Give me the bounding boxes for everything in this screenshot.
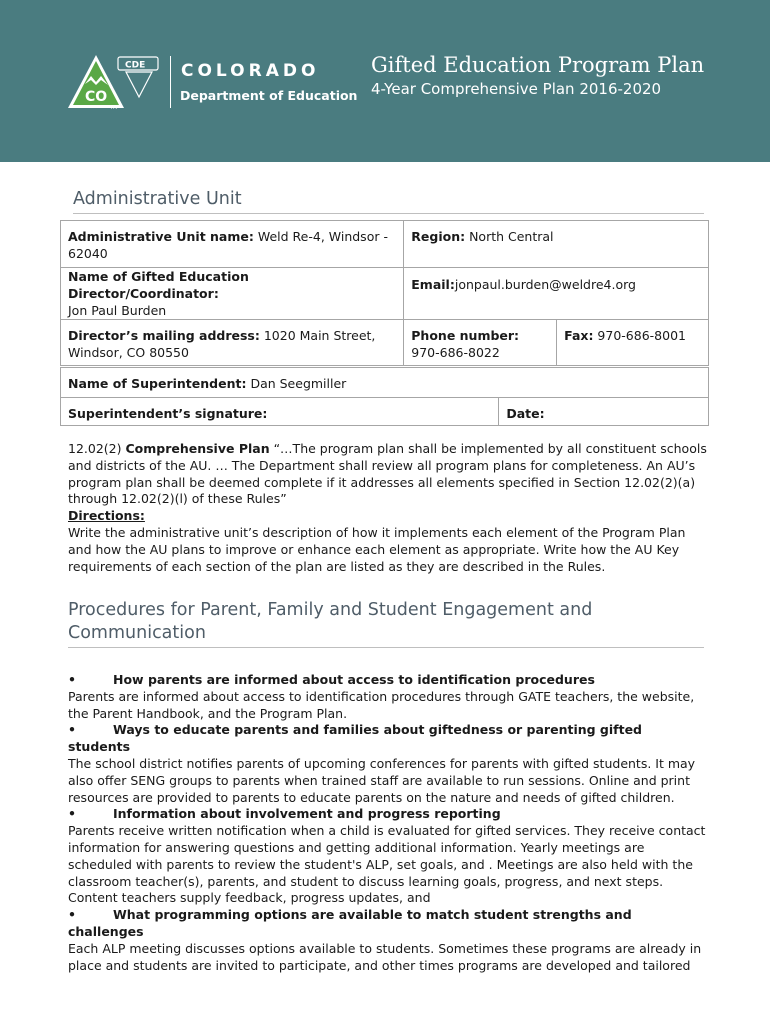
list-item <box>68 907 708 974</box>
region-value: North Central <box>465 229 554 244</box>
bullet-icon: • <box>68 722 76 738</box>
date-field[interactable] <box>499 398 709 426</box>
au-name-value: Weld Re-4, Windsor - 62040 <box>68 229 388 261</box>
director-label: Name of Gifted Education Director/Coordinator: <box>68 269 249 301</box>
superintendent-label: Name of Superintendent: <box>68 376 247 391</box>
svg-text:CDE: CDE <box>125 60 146 71</box>
cde-logo-icon <box>66 54 162 110</box>
superintendent-value: Dan Seegmiller <box>246 376 347 391</box>
email-cell <box>404 268 709 320</box>
rule-paragraph <box>68 441 708 508</box>
list-item-heading: • What programming options are available to match student strengths and challenges <box>68 907 632 939</box>
logo-divider <box>170 56 171 108</box>
list-item <box>68 722 708 806</box>
superintendent-table <box>60 367 709 426</box>
email-label: Email: <box>411 277 455 292</box>
svg-text:TM: TM <box>110 105 118 110</box>
au-name-label: Administrative Unit name: <box>68 229 254 244</box>
bullet-icon: • <box>68 806 76 822</box>
list-item-body: Parents receive written notification when a child is evaluated for gifted services. They receive contact information for answering questions and getting additional information. Yearly meetings are scheduled with parents to review the student's ALP, set goals, and . Meetings are also held with the classroom teacher(s), parents, and student to discuss learning goals, progress, and next steps. Content teachers supply feedback, progress updates, and <box>68 823 706 906</box>
document-title: Gifted Education Program Plan <box>371 53 705 77</box>
address-cell <box>61 320 404 366</box>
signature-label: Superintendent’s signature: <box>68 406 268 421</box>
section-heading-procedures: Procedures for Parent, Family and Student Engagement and Communication <box>68 599 704 648</box>
list-item-body: Parents are informed about access to identification procedures through GATE teachers, the website, the Parent Handbook, and the Program Plan. <box>68 688 695 721</box>
directions-heading: Directions: <box>68 508 145 524</box>
list-item-heading: • How parents are informed about access to identification procedures <box>68 672 595 687</box>
rule-title: Comprehensive Plan <box>125 441 270 456</box>
address-value: 1020 Main Street, Windsor, CO 80550 <box>68 328 376 360</box>
date-label: Date: <box>506 406 545 421</box>
section-heading-administrative-unit: Administrative Unit <box>73 188 704 214</box>
org-name: COLORADO <box>181 61 320 81</box>
address-label: Director’s mailing address: <box>68 328 260 343</box>
rule-number: 12.02(2) <box>68 441 126 456</box>
list-item <box>68 806 708 907</box>
region-label: Region: <box>411 229 466 244</box>
bullet-icon: • <box>68 907 76 923</box>
superintendent-cell <box>61 368 709 398</box>
document-subtitle: 4-Year Comprehensive Plan 2016-2020 <box>371 80 662 98</box>
email-value: jonpaul.burden@weldre4.org <box>454 277 636 292</box>
list-item-body: Each ALP meeting discusses options available to students. Sometimes these programs are already in place and students are invited to participate, and other times programs are developed and tailored <box>68 940 702 973</box>
administrative-unit-table <box>60 220 709 366</box>
phone-cell <box>404 320 557 366</box>
director-value: Jon Paul Burden <box>68 303 167 318</box>
phone-value: 970-686-8022 <box>411 345 500 360</box>
directions-text: Write the administrative unit’s description of how it implements each element of the Program Plan and how the AU plans to improve or enhance each element as appropriate. Write how the AU Key requirements of each section of the plan are listed as they are described in the Rules. <box>68 524 686 574</box>
list-item <box>68 672 708 722</box>
header-banner <box>0 0 770 162</box>
fax-value: 970-686-8001 <box>593 328 686 343</box>
region-cell <box>404 221 709 268</box>
au-name-cell <box>61 221 404 268</box>
list-item-body: The school district notifies parents of upcoming conferences for parents with gifted students. It may also offer SENG groups to parents when trained staff are available to run sessions. Online and print resources are provided to parents to educate parents on the nature and needs of gifted children. <box>68 755 696 805</box>
signature-field[interactable] <box>61 398 499 426</box>
phone-label: Phone number: <box>411 328 520 343</box>
list-item-heading: • Ways to educate parents and families about giftedness or parenting gifted students <box>68 722 643 755</box>
procedures-list <box>68 672 708 974</box>
bullet-icon: • <box>68 672 76 687</box>
rule-text: “…The program plan shall be implemented by all constituent schools and districts of the AU. … The Department shall review all program plans for completeness. An AU’s program plan shall be deemed complete if it addresses all elements specified in Section 12.02(2)(a) through 12.02(2)(l) of these Rules” <box>68 441 707 507</box>
fax-cell <box>557 320 709 366</box>
list-item-heading: • Information about involvement and progress reporting <box>68 806 501 822</box>
fax-label: Fax: <box>564 328 594 343</box>
intro-block <box>68 441 708 575</box>
svg-text:CO: CO <box>85 89 108 105</box>
director-cell <box>61 268 404 320</box>
org-department: Department of Education <box>180 88 358 103</box>
